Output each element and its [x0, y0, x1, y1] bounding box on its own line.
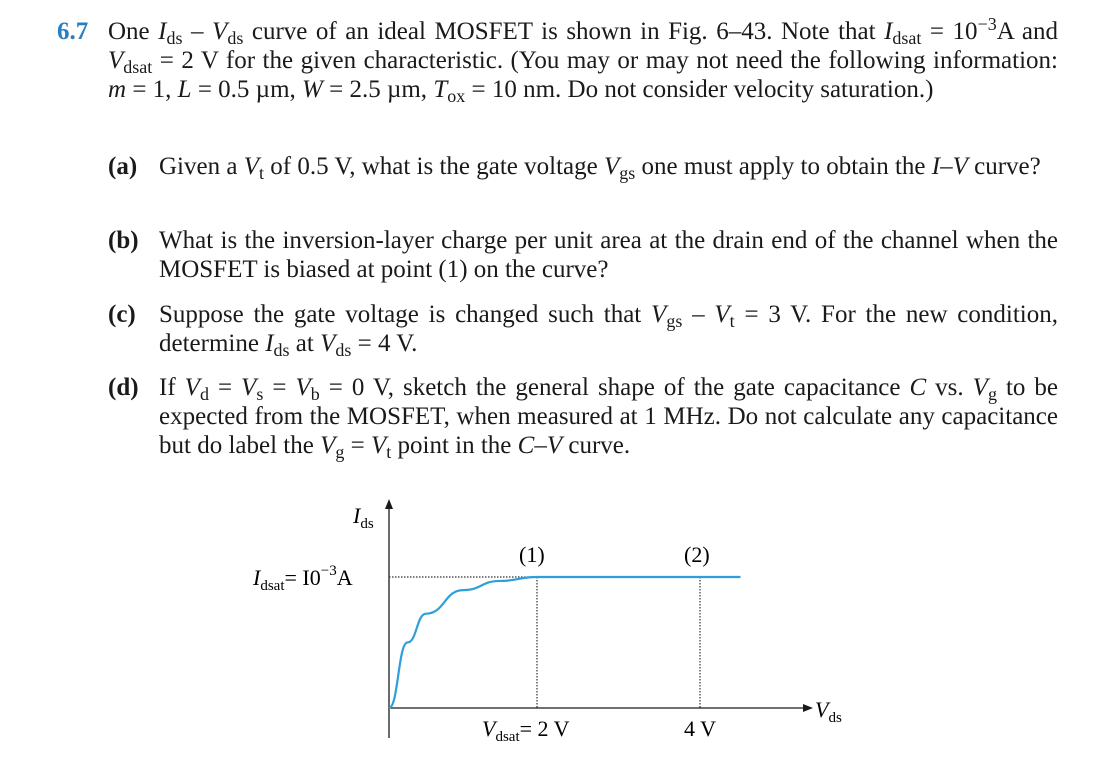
y-axis-label: $I_{ds}$: [353, 503, 374, 532]
part-c-text: Suppose the gate voltage is changed such that $V_{gs} - V_t = 3$ V. For the new condition, determine $I_{ds}$ at $V_{ds} = 4$ V.: [159, 301, 1058, 361]
part-a-text: Given a $V_t$ of 0.5 V, what is the gate voltage $V_{gs}$ one must apply to obtain the I–V curve?: [159, 153, 1041, 184]
problem-number: 6.7: [57, 18, 89, 45]
part-a-label: (a): [108, 153, 138, 180]
idsat-tick-label: $I_{dsat}= I0^{-3}A$: [253, 563, 353, 594]
part-c-label: (c): [108, 301, 136, 328]
ids-vds-curve: [389, 577, 741, 708]
x-axis-label: $V_{ds}$: [815, 697, 842, 726]
part-b-text: What is the inversion-layer charge per unit area at the drain end of the channel when the MOSFET is biased at point (1) on the curve?: [159, 227, 1058, 283]
point-1-label: (1): [519, 542, 545, 567]
part-d-text: If $V_d = V_s = V_b = 0$ V, sketch the general shape of the gate capacitance C vs. $V_g$ to be expected from the MOSFET, when measured at 1 MHz. Do not calculate any capacitance but do label the $V_g = V_t$ point in the C–V curve.: [159, 374, 1058, 463]
x-tick-4v-label: 4 V: [684, 716, 716, 741]
part-d-label: (d): [108, 374, 139, 401]
part-b-label: (b): [108, 227, 139, 254]
point-2-label: (2): [684, 542, 710, 567]
problem-intro: One $I_{ds} - V_{ds}$ curve of an ideal MOSFET is shown in Fig. 6–43. Note that $I_{dsat} = 10^{-3}A$ and $V_{dsat} = 2$ V for the given characteristic. (You may or may not need the following information: m = 1, L = 0.5 µm, W = 2.5 µm, $T_{ox} = 10$ nm. Do not consider velocity saturation.): [108, 14, 1058, 107]
vdsat-tick-label: $V_{dsat}= 2$ V: [482, 716, 570, 745]
